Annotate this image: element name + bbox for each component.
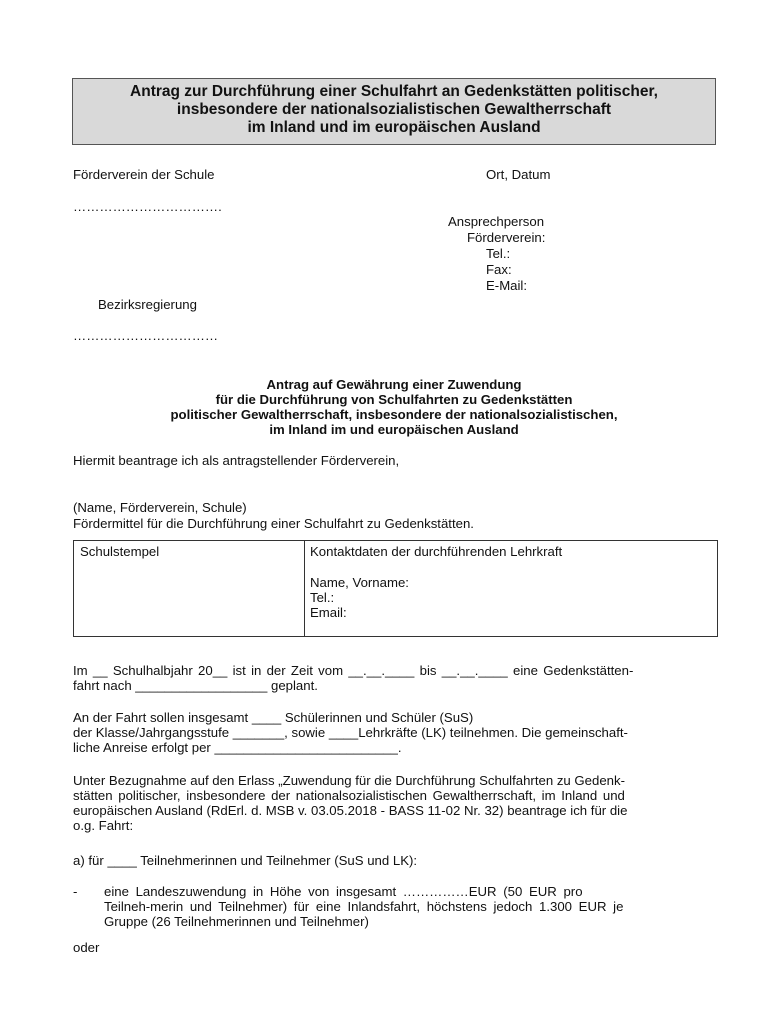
decree-paragraph [73,773,718,833]
participants-line-2: der Klasse/Jahrgangsstufe _______, sowie ____Lehrkräfte (LK) teilnehmen. Die gemeinschaft- [73,725,628,740]
stamp-contact-table [73,540,718,637]
decree-line-2: stätten politischer, insbesondere der nationalsozialistischen Gewaltherrschaft, im Inland und [73,788,625,803]
subtitle-line-1: Antrag auf Gewährung einer Zuwendung [266,377,522,392]
teacher-contact-label: Kontaktdaten der durchführenden Lehrkraft [310,544,563,559]
subtitle-line-3: politischer Gewaltherrschaft, insbesondere der nationalsozialistischen, [170,407,618,422]
contact-tel: Tel.: [486,246,511,261]
contact-foerderverein: Förderverein: [467,230,546,245]
oder-label: oder [73,940,100,955]
name-line: (Name, Förderverein, Schule) [73,500,247,515]
state-grant-bullet [104,884,718,929]
teacher-email-label: Email: [310,605,347,620]
participants-count-line: a) für ____ Teilnehmerinnen und Teilnehmer (SuS und LK): [73,853,418,868]
teacher-name-label: Name, Vorname: [310,575,409,590]
contact-fax: Fax: [486,262,512,277]
teacher-contact-block [310,544,562,620]
teacher-tel-label: Tel.: [310,590,335,605]
bezirksregierung-dots: …………………………… [73,328,219,343]
decree-line-1: Unter Bezugnahme auf den Erlass „Zuwendung für die Durchführung Schulfahrten zu Gedenk- [73,773,625,788]
application-subtitle [72,377,716,437]
state-grant-line-1: eine Landeszuwendung in Höhe von insgesamt ……………EUR (50 EUR pro [104,884,583,899]
decree-line-4: o.g. Fahrt: [73,818,134,833]
foerderverein-label: Förderverein der Schule [73,167,215,182]
trip-period-line-1: Im __ Schulhalbjahr 20__ ist in der Zeit vom __.__.____ bis __.__.____ eine Gedenkstätten- [73,663,634,678]
foerdermittel-text: Fördermittel für die Durchführung einer Schulfahrt zu Gedenkstätten. [73,516,474,531]
title-line-1: Antrag zur Durchführung einer Schulfahrt an Gedenkstätten politischer, [130,83,658,100]
decree-line-3: europäischen Ausland (RdErl. d. MSB v. 03.05.2018 - BASS 11-02 Nr. 32) beantrage ich für die [73,803,628,818]
document-title-box [72,78,716,145]
foerderverein-dots: ……………………………. [73,199,222,214]
participants-line-3: liche Anreise erfolgt per _________________________. [73,740,402,755]
ort-datum-label: Ort, Datum [486,167,551,182]
title-line-3: im Inland und im europäischen Ausland [247,119,541,136]
intro-text: Hiermit beantrage ich als antragstellender Förderverein, [73,453,400,468]
bezirksregierung-label: Bezirksregierung [98,297,197,312]
state-grant-line-3: Gruppe (26 Teilnehmerinnen und Teilnehmer) [104,914,369,929]
contact-email: E-Mail: [486,278,528,293]
schulstempel-label: Schulstempel [80,544,160,559]
subtitle-line-4: im Inland im und europäischen Ausland [269,422,519,437]
state-grant-line-2: Teilneh-merin und Teilnehmer) für eine Inlandsfahrt, höchstens jedoch 1.300 EUR je [104,899,624,914]
participants-paragraph [73,710,718,755]
trip-period-line-2: fahrt nach __________________ geplant. [73,678,318,693]
trip-period-paragraph [73,663,718,693]
table-divider [304,541,305,636]
participants-line-1: An der Fahrt sollen insgesamt ____ Schülerinnen und Schüler (SuS) [73,710,474,725]
contact-title: Ansprechperson [448,214,545,229]
subtitle-line-2: für die Durchführung von Schulfahrten zu Gedenkstätten [215,392,573,407]
title-line-2: insbesondere der nationalsozialistischen Gewaltherrschaft [176,101,612,118]
bullet-dash: - [73,884,78,899]
